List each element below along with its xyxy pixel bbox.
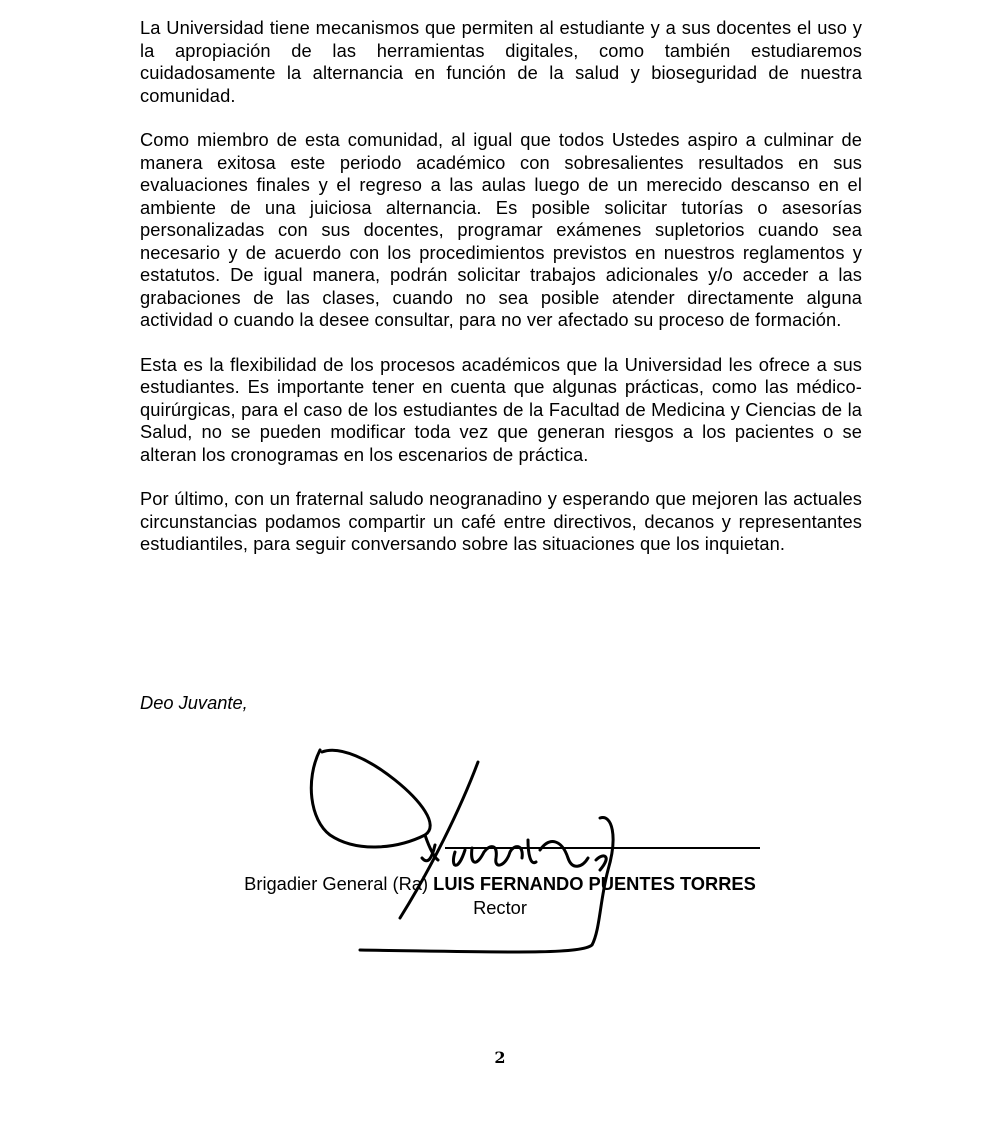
paragraph-digital-tools: La Universidad tiene mecanismos que permiten al estudiante y a sus docentes el uso y la apropiación de las herramientas digitales, como también estudiaremos cuidadosamente la alternancia en función de la salud y bioseguridad de nuestra comunidad. xyxy=(140,17,862,106)
page-number: 2 xyxy=(494,1048,506,1067)
signer-line xyxy=(0,873,1000,895)
signer-title: Rector xyxy=(473,897,527,918)
closing-salutation: Deo Juvante, xyxy=(140,692,248,713)
signer-name: LUIS FERNANDO PUENTES TORRES xyxy=(433,873,756,894)
paragraph-farewell: Por último, con un fraternal saludo neogranadino y esperando que mejoren las actuales circunstancias podamos compartir un café entre directivos, decanos y representantes estudiantiles, para seguir conversando sobre las situaciones que los inquietan. xyxy=(140,488,862,554)
signer-rank: Brigadier General (Ra) xyxy=(244,873,429,894)
paragraph-flexibility: Esta es la flexibilidad de los procesos académicos que la Universidad les ofrece a sus estudiantes. Es importante tener en cuenta que algunas prácticas, como las médico-quirúrgicas, para el caso de los estudiantes de la Facultad de Medicina y Ciencias de la Salud, no se pueden modificar toda vez que generan riesgos a los pacientes o se alteran los cronogramas en los escenarios de práctica. xyxy=(140,353,862,465)
paragraph-academic-period: Como miembro de esta comunidad, al igual que todos Ustedes aspiro a culminar de manera exitosa este periodo académico con sobresalientes resultados en sus evaluaciones finales y el regreso a las aulas luego de un merecido descanso en el ambiente de una juiciosa alternancia. Es posible solicitar tutorías o asesorías personalizadas con sus docentes, programar exámenes supletorios cuando sea necesario y de acuerdo con los procedimientos previstos en nuestros reglamentos y estatutos. De igual manera, podrán solicitar trabajos adicionales y/o acceder a las grabaciones de las clases, cuando no sea posible atender directamente alguna actividad o cuando la desee consultar, para no ver afectado su proceso de formación. xyxy=(140,129,862,330)
letter-body xyxy=(140,17,862,578)
handwritten-signature xyxy=(300,740,770,970)
